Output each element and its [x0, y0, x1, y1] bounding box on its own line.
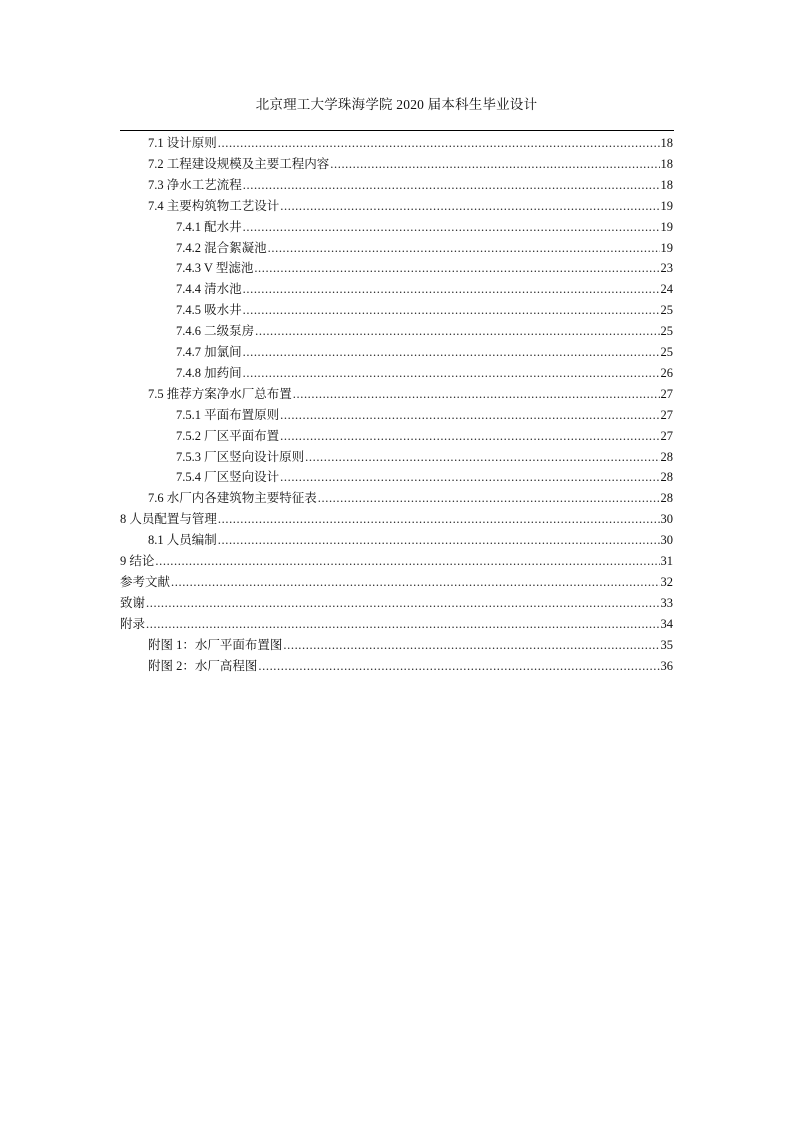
toc-entry[interactable] [120, 614, 673, 634]
toc-entry-page-number: 30 [660, 533, 673, 548]
toc-leader-dots [146, 614, 659, 634]
toc-entry-page-number: 23 [660, 261, 673, 276]
toc-entry-page-number: 19 [660, 198, 673, 213]
toc-leader-dots [243, 300, 660, 320]
toc-entry-page-number: 19 [660, 219, 673, 234]
toc-leader-dots [218, 509, 660, 529]
toc-entry[interactable] [148, 196, 673, 216]
toc-entry-page-number: 27 [660, 407, 673, 422]
toc-entry[interactable] [176, 467, 673, 487]
toc-entry-page-number: 34 [660, 616, 673, 631]
toc-leader-dots [280, 196, 659, 216]
toc-entry-page-number: 31 [660, 554, 673, 568]
toc-entry-label: 7.5.1 平面布置原则 [176, 407, 280, 422]
toc-entry[interactable] [176, 405, 673, 425]
toc-entry[interactable] [176, 238, 673, 258]
toc-entry-page-number: 26 [660, 365, 673, 380]
toc-entry-page-number: 18 [660, 136, 673, 150]
toc-leader-dots [258, 656, 659, 676]
toc-entry-page-number: 28 [660, 449, 673, 464]
toc-leader-dots [280, 405, 659, 425]
toc-entry-label: 7.4.1 配水井 [176, 219, 242, 234]
toc-entry[interactable] [176, 426, 673, 446]
toc-entry-page-number: 27 [660, 386, 673, 401]
toc-leader-dots [283, 635, 659, 655]
toc-entry-page-number: 35 [660, 637, 673, 652]
toc-entry[interactable] [148, 530, 673, 550]
toc-leader-dots [243, 175, 660, 195]
toc-entry[interactable] [176, 321, 673, 341]
toc-leader-dots [243, 217, 660, 237]
toc-entry-label: 8 人员配置与管理 [120, 512, 217, 527]
toc-entry-page-number: 36 [660, 658, 673, 673]
toc-entry-label: 7.4.2 混合絮凝池 [176, 240, 267, 255]
page-header: 北京理工大学珠海学院 2020 届本科生毕业设计 [255, 97, 538, 112]
toc-entry-label: 7.4.3 V 型滤池 [176, 261, 254, 276]
toc-entry-label: 9 结论 [120, 554, 155, 568]
toc-entry[interactable] [176, 279, 673, 299]
toc-entry[interactable] [148, 133, 673, 153]
toc-entry-label: 附图 2：水厂高程图 [148, 658, 258, 673]
toc-entry-label: 7.4.5 吸水井 [176, 303, 242, 318]
toc-leader-dots [255, 321, 659, 341]
toc-entry-label: 7.4.7 加氯间 [176, 345, 242, 359]
toc-entry[interactable] [148, 175, 673, 195]
toc-leader-dots [305, 447, 659, 467]
toc-entry[interactable] [176, 258, 673, 278]
toc-entry[interactable] [148, 488, 673, 508]
toc-entry-page-number: 25 [660, 345, 673, 359]
toc-entry-label: 7.4 主要构筑物工艺设计 [148, 198, 280, 213]
toc-entry-page-number: 28 [660, 470, 673, 485]
toc-entry[interactable] [148, 154, 673, 174]
toc-entry-label: 7.5.2 厂区平面布置 [176, 428, 280, 443]
toc-entry-label: 7.2 工程建设规模及主要工程内容 [148, 156, 330, 171]
toc-entry[interactable] [176, 342, 673, 362]
toc-entry-label: 附录 [120, 616, 146, 631]
toc-leader-dots [318, 488, 660, 508]
toc-leader-dots [280, 467, 659, 487]
toc-entry-page-number: 28 [660, 491, 673, 506]
toc-entry-label: 7.5.4 厂区竖向设计 [176, 470, 280, 485]
toc-entry-page-number: 24 [660, 282, 673, 297]
toc-entry[interactable] [120, 551, 673, 571]
toc-entry-label: 8.1 人员编制 [148, 533, 217, 548]
toc-leader-dots [268, 238, 660, 258]
toc-leader-dots [243, 363, 660, 383]
toc-entry[interactable] [176, 447, 673, 467]
toc-leader-dots [155, 551, 659, 571]
toc-leader-dots [293, 384, 660, 404]
toc-entry-label: 致谢 [120, 595, 146, 610]
toc-entry[interactable] [176, 363, 673, 383]
toc-entry-page-number: 25 [660, 303, 673, 318]
toc-entry-label: 7.4.4 清水池 [176, 282, 242, 297]
toc-entry-label: 7.1 设计原则 [148, 136, 217, 150]
toc-leader-dots [254, 258, 659, 278]
toc-entry-page-number: 18 [660, 156, 673, 171]
toc-entry-label: 附图 1：水厂平面布置图 [148, 637, 283, 652]
toc-leader-dots [280, 426, 659, 446]
toc-entry[interactable] [120, 593, 673, 613]
toc-entry-page-number: 19 [660, 240, 673, 255]
toc-entry[interactable] [120, 572, 673, 592]
header-rule [120, 130, 674, 131]
toc-entry-label: 7.4.8 加药间 [176, 365, 242, 380]
toc-entry-label: 7.3 净水工艺流程 [148, 177, 242, 192]
toc-entry[interactable] [120, 509, 673, 529]
toc-leader-dots [171, 572, 659, 592]
toc-entry-page-number: 18 [660, 177, 673, 192]
toc-entry-label: 7.4.6 二级泵房 [176, 324, 255, 339]
toc-leader-dots [330, 154, 659, 174]
toc-entry-label: 参考文献 [120, 574, 171, 589]
toc-leader-dots [243, 342, 660, 362]
toc-leader-dots [146, 593, 659, 613]
toc-entry-page-number: 30 [660, 512, 673, 527]
toc-leader-dots [218, 530, 660, 550]
toc-leader-dots [243, 279, 660, 299]
toc-entry[interactable] [176, 300, 673, 320]
toc-entry[interactable] [148, 384, 673, 404]
toc-entry-label: 7.6 水厂内各建筑物主要特征表 [148, 491, 317, 506]
toc-entry-label: 7.5.3 厂区竖向设计原则 [176, 449, 305, 464]
toc-entry-page-number: 25 [660, 324, 673, 339]
toc-entry[interactable] [148, 656, 673, 676]
toc-leader-dots [218, 133, 660, 153]
toc-entry-label: 7.5 推荐方案净水厂总布置 [148, 386, 292, 401]
toc-entry-page-number: 32 [660, 574, 673, 589]
toc-entry-page-number: 33 [660, 595, 673, 610]
toc-entry[interactable] [148, 635, 673, 655]
toc-entry[interactable] [176, 217, 673, 237]
toc-entry-page-number: 27 [660, 428, 673, 443]
